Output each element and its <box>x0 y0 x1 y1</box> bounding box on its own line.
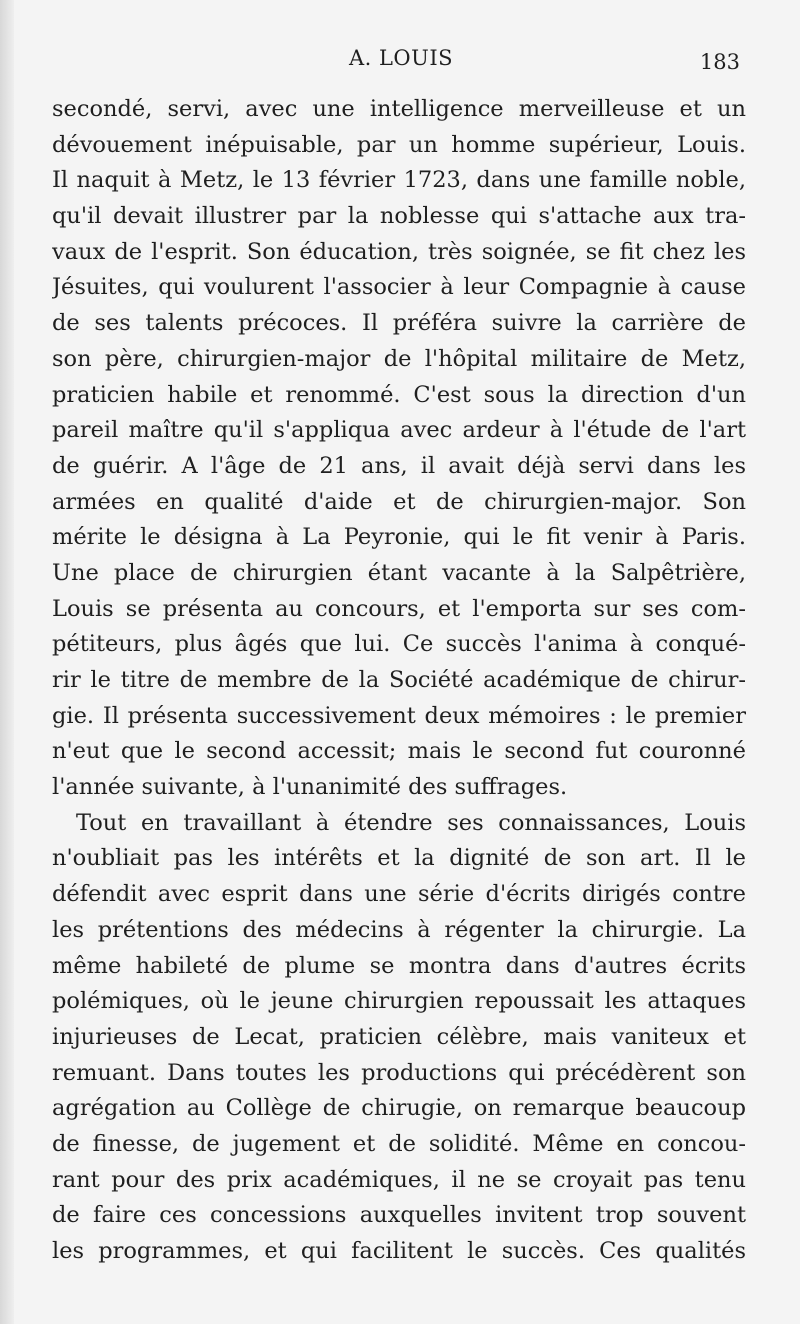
text-line: Une place de chirurgien étant vacante à la Salpêtrière, <box>52 559 746 586</box>
text-line: rir le titre de membre de la Société académique de chirur- <box>52 667 746 693</box>
text-line: agrégation au Collège de chirugie, on remarque beaucoup <box>52 1095 746 1122</box>
text-line: Jésuites, qui voulurent l'associer à leur Compagnie à cause <box>52 274 746 301</box>
text-line: injurieuses de Lecat, praticien célèbre, mais vaniteux et <box>52 1023 746 1050</box>
text-line: polémiques, où le jeune chirurgien repoussait les attaques <box>52 988 746 1015</box>
text-line: mérite le désigna à La Peyronie, qui le fit venir à Paris. <box>52 524 746 551</box>
body-text <box>52 92 746 1270</box>
page-header <box>52 44 750 78</box>
text-line: les prétentions des médecins à régenter la chirurgie. La <box>52 916 746 943</box>
text-line: même habileté de plume se montra dans d'autres écrits <box>52 952 746 979</box>
text-line: de finesse, de jugement et de solidité. Même en concou- <box>52 1130 746 1157</box>
paragraph-first-line: Tout en travaillant à étendre ses connaissances, Louis <box>76 809 746 836</box>
page-binding-edge <box>0 0 14 1324</box>
text-line: pétiteurs, plus âgés que lui. Ce succès l'anima à conqué- <box>52 631 746 658</box>
text-line: praticien habile et renommé. C'est sous la direction d'un <box>52 381 746 408</box>
text-line: Louis se présenta au concours, et l'emporta sur ses com- <box>52 595 746 622</box>
running-head: A. LOUIS <box>348 46 454 70</box>
text-line: n'oubliait pas les intérêts et la dignité de son art. Il le <box>52 845 746 872</box>
paragraph-last-line: l'année suivante, à l'unanimité des suffrages. <box>52 774 568 801</box>
text-line: de guérir. A l'âge de 21 ans, il avait déjà servi dans les <box>52 452 746 479</box>
text-line: les programmes, et qui facilitent le succès. Ces qualités <box>52 1238 746 1264</box>
text-line: secondé, servi, avec une intelligence merveilleuse et un <box>52 96 746 122</box>
text-line: n'eut que le second accessit; mais le second fut couronné <box>52 738 746 765</box>
text-line: Il naquit à Metz, le 13 février 1723, dans une famille noble, <box>52 167 746 194</box>
text-line: gie. Il présenta successivement deux mémoires : le premier <box>52 702 746 729</box>
text-line: rant pour des prix académiques, il ne se croyait pas tenu <box>52 1166 746 1193</box>
text-line: remuant. Dans toutes les productions qui précédèrent son <box>52 1059 746 1086</box>
page-number: 183 <box>699 50 740 74</box>
text-line: de faire ces concessions auxquelles invitent trop souvent <box>52 1202 746 1229</box>
text-line: de ses talents précoces. Il préféra suivre la carrière de <box>52 310 746 337</box>
text-line: son père, chirurgien-major de l'hôpital militaire de Metz, <box>52 345 746 372</box>
text-line: dévouement inépuisable, par un homme supérieur, Louis. <box>52 131 746 158</box>
text-line: défendit avec esprit dans une série d'écrits dirigés contre <box>52 881 746 908</box>
text-line: qu'il devait illustrer par la noblesse qui s'attache aux tra- <box>52 203 746 230</box>
text-line: vaux de l'esprit. Son éducation, très soignée, se fit chez les <box>52 238 746 265</box>
text-line: pareil maître qu'il s'appliqua avec ardeur à l'étude de l'art <box>52 417 746 444</box>
text-line: armées en qualité d'aide et de chirurgien-major. Son <box>52 488 746 515</box>
